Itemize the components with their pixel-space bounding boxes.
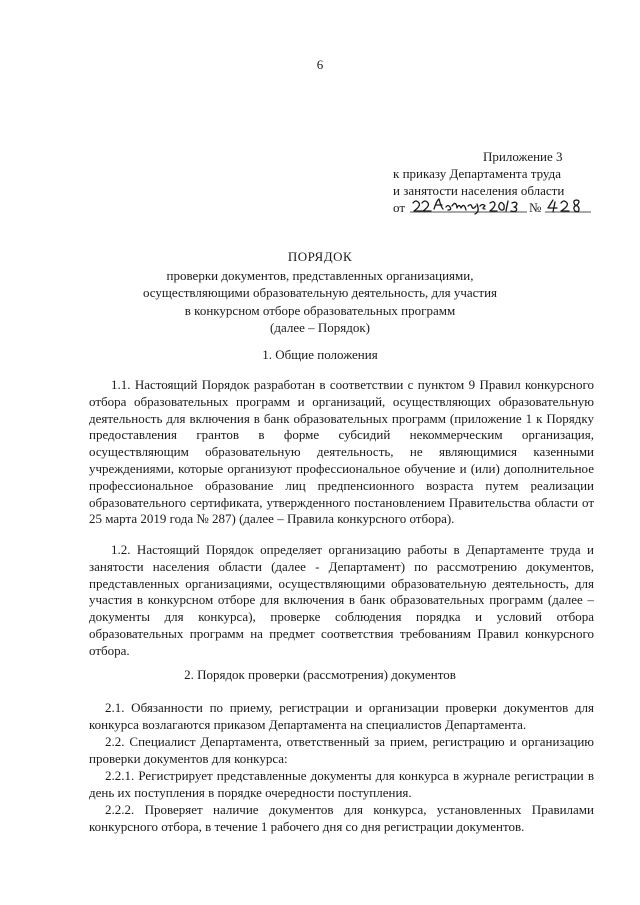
annex-signature-line <box>393 199 613 219</box>
document-title: ПОРЯДОК <box>287 249 353 264</box>
annex-from-label: от <box>393 200 406 215</box>
paragraph-1-1: 1.1. Настоящий Порядок разработан в соответствии с пунктом 9 Правил конкурсного отбора образовательных программ и организаций, осуществляющих образовательную деятельность для включения в банк образовательных программ (приложение 1 к Порядку предоставления грантов в форме субсидий некоммерческим организация, осуществляющим образовательную деятельность, не являющимися казенными учреждениями, которые организуют профессиональное обучение и (или) дополнительное профессиональное образование лиц предпенсионного возраста путем реализации образовательного сертификата, утвержденного постановлением Правительства области от 25 марта 2019 года № 287) (далее – Правила конкурсного отбора). <box>89 377 594 527</box>
page-number: 6 <box>316 57 324 72</box>
annex-block <box>393 148 613 219</box>
handwritten-date <box>410 197 527 215</box>
paragraph-2-2: 2.2. Специалист Департамента, ответственный за прием, регистрацию и организацию проверки документов для конкурса: <box>89 734 594 766</box>
document-title-block <box>100 248 540 337</box>
annex-line-2: к приказу Департамента труда <box>393 166 561 181</box>
paragraph-2-1: 2.1. Обязанности по приему, регистрации и организации проверки документов для конкурса возлагаются приказом Департамента на специалистов Департамента. <box>89 700 594 732</box>
annex-number-label: № <box>529 200 542 215</box>
handwritten-number <box>545 197 591 215</box>
annex-line-3: и занятости населения области <box>393 183 565 198</box>
section-1-heading: 1. Общие положения <box>262 347 378 362</box>
annex-line-1: Приложение 3 <box>483 149 563 164</box>
title-line-2: осуществляющими образовательную деятельность, для участия <box>142 285 498 300</box>
title-line-1: проверки документов, представленных организациями, <box>166 267 474 283</box>
title-line-3: в конкурсном отборе образовательных программ <box>184 302 456 318</box>
title-line-4: (далее – Порядок) <box>270 320 370 335</box>
section-2-heading: 2. Порядок проверки (рассмотрения) документов <box>184 667 456 682</box>
paragraph-2-2-1: 2.2.1. Регистрирует представленные документы для конкурса в журнале регистрации в день их поступления в порядке очередности поступления. <box>89 768 594 800</box>
paragraph-1-2: 1.2. Настоящий Порядок определяет организацию работы в Департаменте труда и занятости населения области (далее - Департамент) по рассмотрению документов, представленных организациями, осуществляющими образовательную деятельность, для участия в конкурсном отборе для включения в банк образовательных программ (далее – документы для конкурса), проверке соблюдения порядка и условий отбора образовательных программ на предмет соответствия требованиям Правил конкурсного отбора. <box>89 542 594 658</box>
paragraph-2-2-2: 2.2.2. Проверяет наличие документов для конкурса, установленных Правилами конкурсного отбора, в течение 1 рабочего дня со дня регистрации документов. <box>89 802 594 834</box>
